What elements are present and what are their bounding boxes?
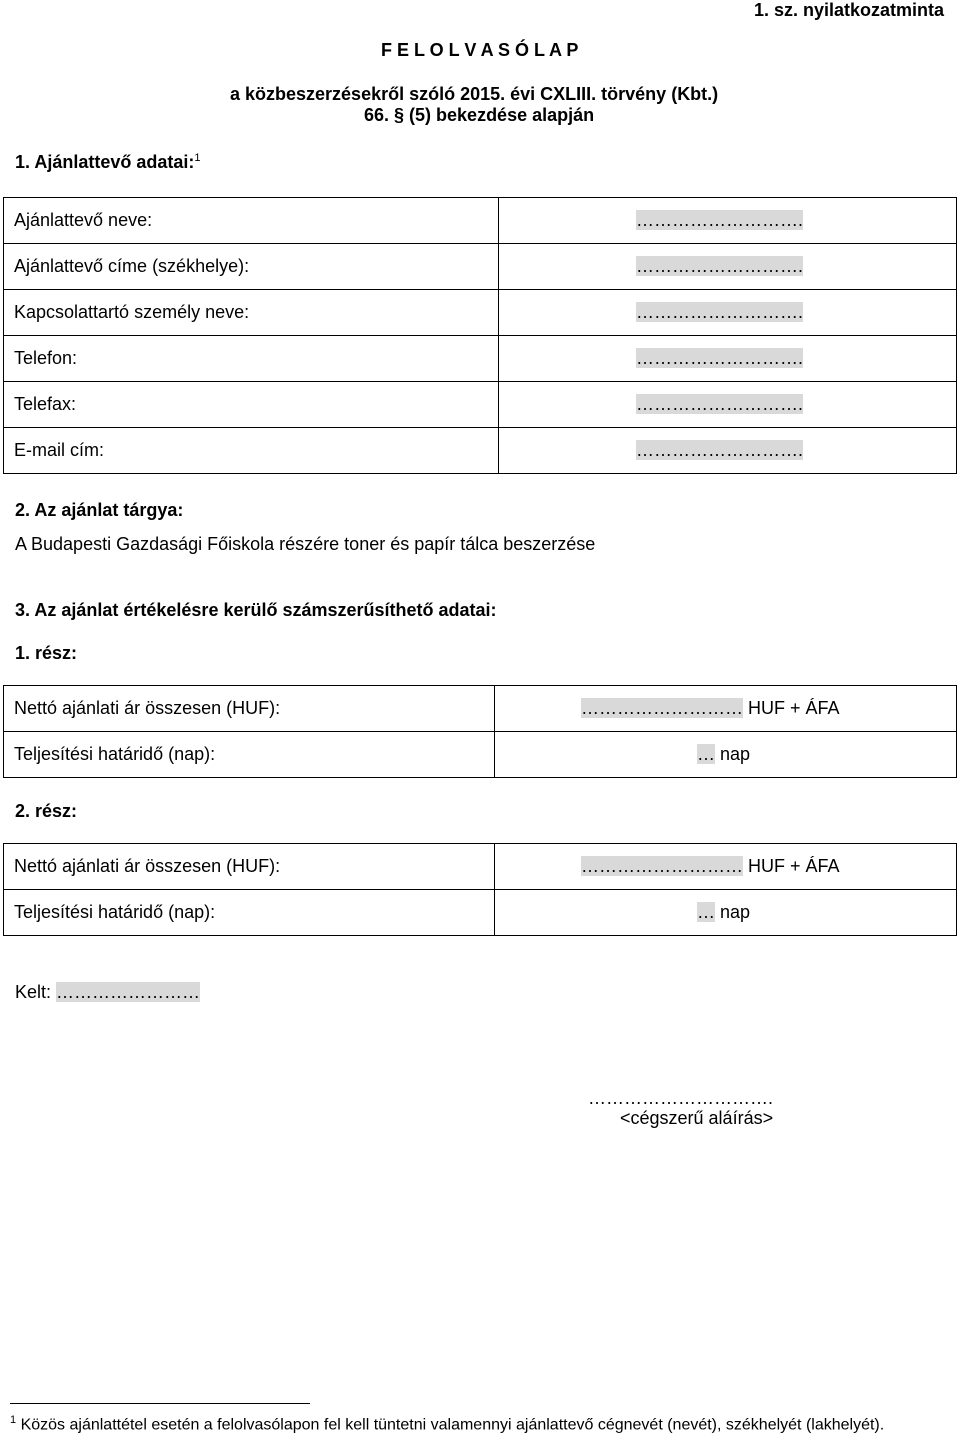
footnote: [10, 1414, 884, 1434]
row-label: Kapcsolattartó személy neve:: [4, 290, 499, 336]
footnote-text: Közös ajánlattétel esetén a felolvasólapon fel kell tüntetni valamennyi ajánlattevő cégnevét (nevét), székhelyét (lakhelyét).: [16, 1416, 885, 1434]
row-label: E-mail cím:: [4, 428, 499, 474]
row-label: Ajánlattevő címe (székhelye):: [4, 244, 499, 290]
table-row: [4, 428, 957, 474]
table-row: [4, 290, 957, 336]
date-line: [15, 982, 200, 1003]
part-2-title: 2. rész:: [15, 801, 78, 821]
part-2-deadline-field[interactable]: …: [697, 902, 715, 922]
part-1-title: 1. rész:: [15, 643, 78, 663]
subject-text: A Budapesti Gazdasági Főiskola részére toner és papír tálca beszerzése: [15, 534, 596, 554]
table-row: [4, 732, 957, 778]
table-row: [4, 244, 957, 290]
date-label: Kelt:: [15, 982, 57, 1002]
table-row: [4, 890, 957, 936]
bidder-address-field[interactable]: ……………………….: [636, 256, 804, 276]
form-label: 1. sz. nyilatkozatminta: [753, 0, 944, 20]
price-suffix: HUF + ÁFA: [743, 856, 840, 876]
fax-field[interactable]: ……………………….: [636, 394, 804, 414]
part-2-price-field[interactable]: ………………………: [581, 856, 743, 876]
section-1-heading: [15, 152, 201, 173]
bidder-data-table: [3, 197, 957, 474]
deadline-suffix: nap: [715, 902, 751, 922]
section-3-heading: 3. Az ajánlat értékelésre kerülő számszerűsíthető adatai:: [15, 600, 497, 620]
email-field[interactable]: ……………………….: [636, 440, 804, 460]
section-1-heading-text: 1. Ajánlattevő adatai:: [15, 152, 195, 172]
table-row: [4, 686, 957, 732]
row-label: Ajánlattevő neve:: [4, 198, 499, 244]
page-title: F E L O L V A S Ó L A P: [381, 40, 579, 60]
signature-label: <cégszerű aláírás>: [620, 1108, 774, 1128]
price-label: Nettó ajánlati ár összesen (HUF):: [4, 844, 495, 890]
signature-dots: ………………………….: [588, 1088, 774, 1108]
phone-field[interactable]: ……………………….: [636, 348, 804, 368]
part-2-table: [3, 843, 957, 936]
part-1-price-field[interactable]: ………………………: [581, 698, 743, 718]
row-label: Telefon:: [4, 336, 499, 382]
section-2-heading: 2. Az ajánlat tárgya:: [15, 500, 184, 520]
part-1-table: [3, 685, 957, 778]
table-row: [4, 844, 957, 890]
footnote-number: 1: [10, 1414, 17, 1426]
subtitle-line-2: 66. § (5) bekezdése alapján: [364, 105, 595, 125]
footnote-ref: 1: [194, 152, 201, 164]
footnote-divider: [10, 1403, 310, 1404]
deadline-suffix: nap: [715, 744, 751, 764]
price-suffix: HUF + ÁFA: [743, 698, 840, 718]
bidder-name-field[interactable]: ……………………….: [636, 210, 804, 230]
deadline-label: Teljesítési határidő (nap):: [4, 732, 495, 778]
row-label: Telefax:: [4, 382, 499, 428]
table-row: [4, 198, 957, 244]
table-row: [4, 382, 957, 428]
deadline-label: Teljesítési határidő (nap):: [4, 890, 495, 936]
contact-person-field[interactable]: ……………………….: [636, 302, 804, 322]
table-row: [4, 336, 957, 382]
price-label: Nettó ajánlati ár összesen (HUF):: [4, 686, 495, 732]
date-field[interactable]: ……………………: [56, 982, 201, 1002]
part-1-deadline-field[interactable]: …: [697, 744, 715, 764]
subtitle-line-1: a közbeszerzésekről szóló 2015. évi CXLIII. törvény (Kbt.): [230, 84, 719, 104]
